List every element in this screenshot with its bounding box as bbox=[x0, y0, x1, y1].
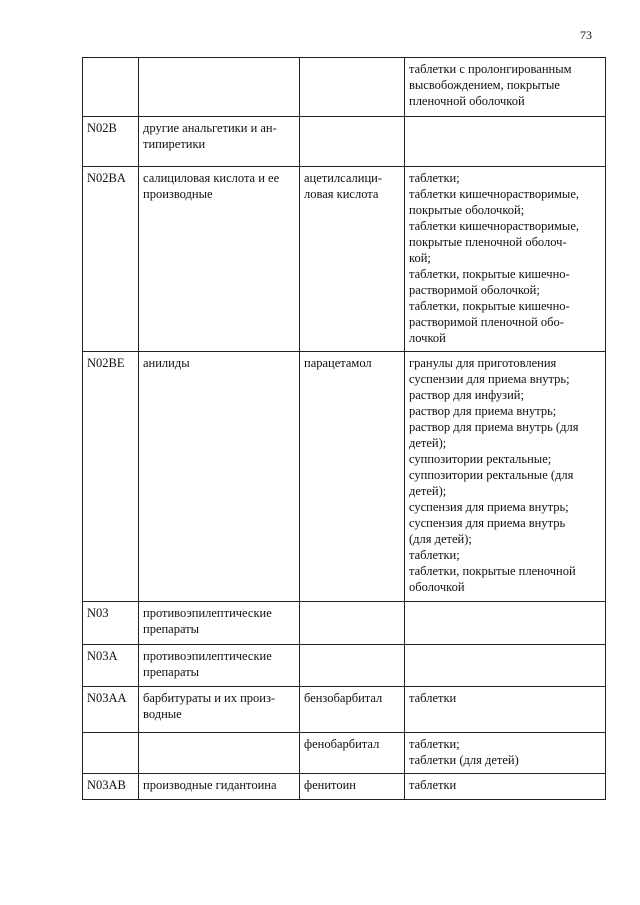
table-row bbox=[83, 774, 606, 800]
group-cell: противоэпилептические препараты bbox=[139, 602, 300, 645]
substance-cell: фенитоин bbox=[300, 774, 405, 800]
dosage-forms-cell bbox=[405, 645, 606, 687]
dosage-forms-cell: таблетки с пролонгированным высвобождением, покрытые пленочной оболочкой bbox=[405, 58, 606, 117]
atc-code-cell: N03AA bbox=[83, 687, 139, 733]
group-cell: производные гидантоина bbox=[139, 774, 300, 800]
table-row bbox=[83, 167, 606, 352]
atc-code-cell: N03AB bbox=[83, 774, 139, 800]
dosage-forms-cell bbox=[405, 602, 606, 645]
dosage-forms-cell bbox=[405, 117, 606, 167]
table-row bbox=[83, 58, 606, 117]
atc-code-cell: N02BA bbox=[83, 167, 139, 352]
table-row bbox=[83, 733, 606, 774]
atc-code-cell: N03A bbox=[83, 645, 139, 687]
group-cell: анилиды bbox=[139, 352, 300, 602]
table-row bbox=[83, 687, 606, 733]
atc-code-cell: N02BE bbox=[83, 352, 139, 602]
substance-cell bbox=[300, 117, 405, 167]
group-cell bbox=[139, 733, 300, 774]
dosage-forms-cell: таблетки; таблетки (для детей) bbox=[405, 733, 606, 774]
dosage-forms-cell: гранулы для приготовления суспензии для приема внутрь; раствор для инфузий; раствор для приема внутрь; раствор для приема внутрь (для детей); суппозитории ректальные; суппозитории ректальные (для детей); суспензия для приема внутрь; суспензия для приема внутрь (для детей); таблетки; таблетки, покрытые пленочной оболочкой bbox=[405, 352, 606, 602]
substance-cell bbox=[300, 645, 405, 687]
group-cell: другие анальгетики и ан- типиретики bbox=[139, 117, 300, 167]
substance-cell bbox=[300, 602, 405, 645]
dosage-forms-cell: таблетки bbox=[405, 774, 606, 800]
group-cell bbox=[139, 58, 300, 117]
table-row bbox=[83, 117, 606, 167]
drug-table bbox=[82, 57, 606, 800]
atc-code-cell: N03 bbox=[83, 602, 139, 645]
substance-cell: бензобарбитал bbox=[300, 687, 405, 733]
dosage-forms-cell: таблетки bbox=[405, 687, 606, 733]
substance-cell: парацетамол bbox=[300, 352, 405, 602]
atc-code-cell bbox=[83, 58, 139, 117]
table-row bbox=[83, 352, 606, 602]
atc-code-cell: N02B bbox=[83, 117, 139, 167]
atc-code-cell bbox=[83, 733, 139, 774]
group-cell: противоэпилептические препараты bbox=[139, 645, 300, 687]
page-number: 73 bbox=[580, 28, 592, 42]
group-cell: салициловая кислота и ее производные bbox=[139, 167, 300, 352]
substance-cell: фенобарбитал bbox=[300, 733, 405, 774]
group-cell: барбитураты и их произ- водные bbox=[139, 687, 300, 733]
dosage-forms-cell: таблетки; таблетки кишечнорастворимые, покрытые оболочкой; таблетки кишечнорастворимые, покрытые пленочной оболоч- кой; таблетки, покрытые кишечно- растворимой оболочкой; таблетки, покрытые кишечно- растворимой пленочной обо- лочкой bbox=[405, 167, 606, 352]
substance-cell bbox=[300, 58, 405, 117]
substance-cell: ацетилсалици- ловая кислота bbox=[300, 167, 405, 352]
table-row bbox=[83, 645, 606, 687]
table-row bbox=[83, 602, 606, 645]
